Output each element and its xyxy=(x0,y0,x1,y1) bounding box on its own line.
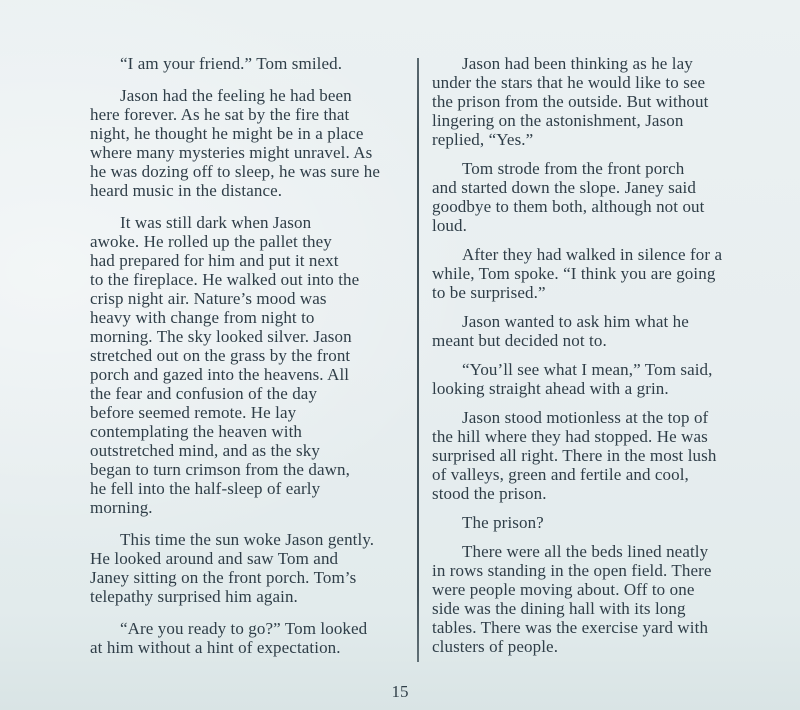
text-line: heard music in the distance. xyxy=(90,181,283,200)
text-line: Jason had been thinking as he lay xyxy=(462,54,693,73)
text-line: stood the prison. xyxy=(432,484,547,503)
text-line: began to turn crimson from the dawn, xyxy=(90,460,350,479)
text-line: tables. There was the exercise yard with xyxy=(432,618,709,637)
text-line: stretched out on the grass by the front xyxy=(90,346,351,365)
text-line: the hill where they had stopped. He was xyxy=(432,427,708,446)
text-line: heavy with change from night to xyxy=(90,308,315,327)
text-line: he fell into the half-sleep of early xyxy=(90,479,321,498)
paragraph xyxy=(90,86,412,200)
text-line: This time the sun woke Jason gently. xyxy=(120,530,375,549)
text-line: telepathy surprised him again. xyxy=(90,587,298,606)
text-column-right xyxy=(432,54,762,666)
text-line: “Are you ready to go?” Tom looked xyxy=(120,619,368,638)
text-line: the prison from the outside. But without xyxy=(432,92,709,111)
text-line: in rows standing in the open field. There xyxy=(432,561,712,580)
text-line: where many mysteries might unravel. As xyxy=(90,143,373,162)
text-line: morning. The sky looked silver. Jason xyxy=(90,327,352,346)
paragraph xyxy=(432,408,762,503)
text-line: at him without a hint of expectation. xyxy=(90,638,341,657)
page-number: 15 xyxy=(391,682,409,701)
text-line: under the stars that he would like to see xyxy=(432,73,706,92)
text-line: to be surprised.” xyxy=(432,283,546,302)
text-line: side was the dining hall with its long xyxy=(432,599,686,618)
text-line: night, he thought he might be in a place xyxy=(90,124,364,143)
text-line: had prepared for him and put it next xyxy=(90,251,339,270)
text-line: to the fireplace. He walked out into the xyxy=(90,270,360,289)
text-line: Jason had the feeling he had been xyxy=(120,86,352,105)
paragraph xyxy=(90,213,412,517)
paragraph xyxy=(90,619,412,657)
text-line: porch and gazed into the heavens. All xyxy=(90,365,350,384)
text-line: “You’ll see what I mean,” Tom said, xyxy=(462,360,713,379)
text-line: crisp night air. Nature’s mood was xyxy=(90,289,327,308)
text-line: Jason wanted to ask him what he xyxy=(462,312,689,331)
column-divider xyxy=(417,58,419,662)
text-line: while, Tom spoke. “I think you are going xyxy=(432,264,716,283)
text-line: loud. xyxy=(432,216,467,235)
text-line: clusters of people. xyxy=(432,637,559,656)
text-line: surprised all right. There in the most lush xyxy=(432,446,717,465)
text-line: goodbye to them both, although not out xyxy=(432,197,705,216)
text-line: outstretched mind, and as the sky xyxy=(90,441,320,460)
text-line: contemplating the heaven with xyxy=(90,422,303,441)
paragraph xyxy=(432,513,762,532)
text-line: awoke. He rolled up the pallet they xyxy=(90,232,332,251)
text-line: Jason stood motionless at the top of xyxy=(462,408,709,427)
text-line: were people moving about. Off to one xyxy=(432,580,695,599)
text-line: meant but decided not to. xyxy=(432,331,607,350)
text-line: he was dozing off to sleep, he was sure he xyxy=(90,162,380,181)
paragraph xyxy=(432,54,762,149)
paragraph xyxy=(90,530,412,606)
text-line: It was still dark when Jason xyxy=(120,213,312,232)
text-column-left xyxy=(90,54,412,670)
text-line: morning. xyxy=(90,498,153,517)
paragraph xyxy=(432,360,762,398)
paragraph xyxy=(432,312,762,350)
text-line: the fear and confusion of the day xyxy=(90,384,318,403)
paragraph xyxy=(432,542,762,656)
text-line: replied, “Yes.” xyxy=(432,130,534,149)
paragraph xyxy=(432,245,762,302)
text-line: He looked around and saw Tom and xyxy=(90,549,339,568)
paragraph xyxy=(90,54,412,73)
text-line: There were all the beds lined neatly xyxy=(462,542,709,561)
text-line: here forever. As he sat by the fire that xyxy=(90,105,350,124)
text-line: Tom strode from the front porch xyxy=(462,159,685,178)
text-line: Janey sitting on the front porch. Tom’s xyxy=(90,568,357,587)
text-line: lingering on the astonishment, Jason xyxy=(432,111,684,130)
text-line: and started down the slope. Janey said xyxy=(432,178,696,197)
paragraph xyxy=(432,159,762,235)
text-line: “I am your friend.” Tom smiled. xyxy=(120,54,343,73)
text-line: After they had walked in silence for a xyxy=(462,245,723,264)
text-line: The prison? xyxy=(462,513,544,532)
text-line: of valleys, green and fertile and cool, xyxy=(432,465,689,484)
text-line: looking straight ahead with a grin. xyxy=(432,379,669,398)
text-line: before seemed remote. He lay xyxy=(90,403,297,422)
